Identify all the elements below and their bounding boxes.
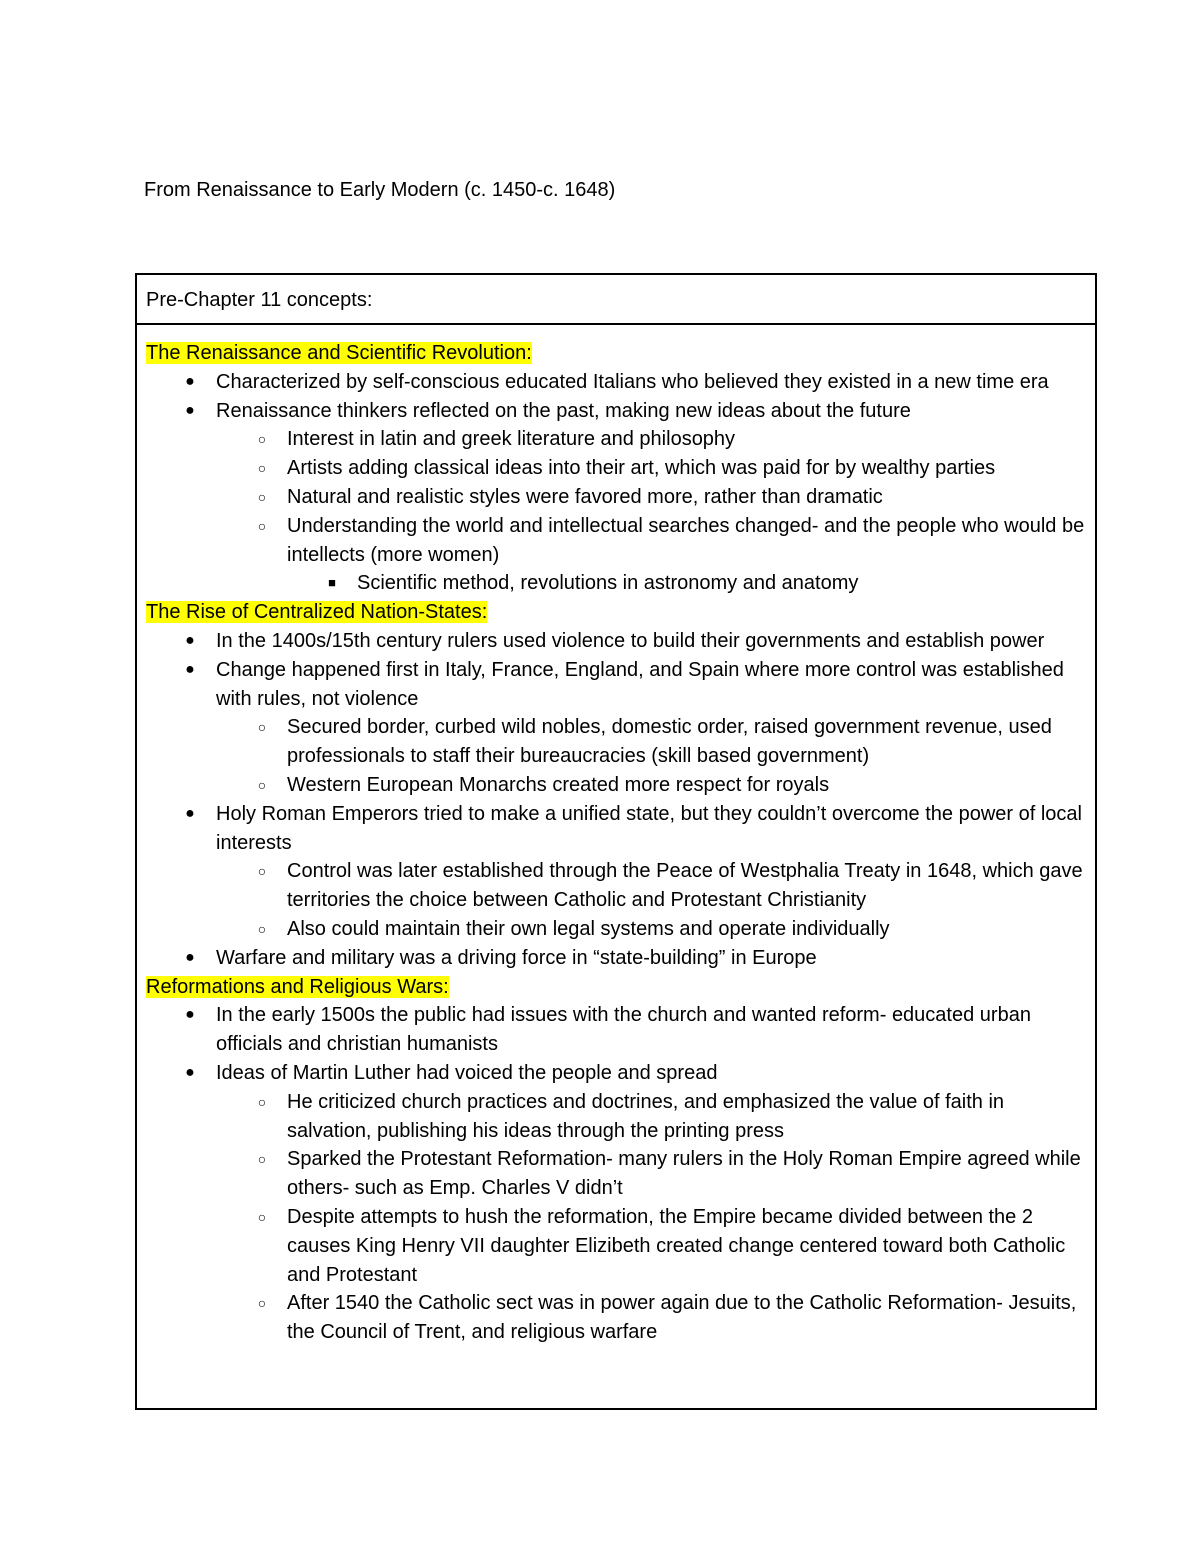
list-item [146, 569, 1095, 598]
list-item [146, 944, 1095, 973]
bullet-disc-icon: ● [185, 372, 195, 390]
list-item-text: Control was later established through the Peace of Westphalia Treaty in 1648, which gave territories the choice between Catholic and Protestant Christianity [287, 860, 1083, 912]
bullet-circle-icon: ○ [257, 1208, 267, 1225]
section-heading [146, 598, 1095, 627]
bullet-circle-icon: ○ [257, 1093, 267, 1110]
list-item-text: In the 1400s/15th century rulers used violence to build their governments and establish power [216, 629, 1045, 652]
list-item-text: Characterized by self-conscious educated Italians who believed they existed in a new time era [216, 370, 1049, 393]
bullet-disc-icon: ● [185, 1006, 195, 1024]
list-item-text: Artists adding classical ideas into their art, which was paid for by wealthy parties [287, 457, 996, 480]
list-item [146, 713, 1095, 771]
list-item [146, 368, 1095, 397]
bullet-circle-icon: ○ [257, 431, 267, 448]
list-item [146, 656, 1095, 714]
list-item-text: Interest in latin and greek literature and philosophy [287, 428, 736, 451]
bullet-circle-icon: ○ [257, 719, 267, 736]
list-item [146, 483, 1095, 512]
list-item [146, 1289, 1095, 1347]
concepts-table [135, 273, 1097, 1410]
bullet-square-icon: ■ [328, 575, 336, 591]
list-item [146, 512, 1095, 570]
highlighted-heading-text: Reformations and Religious Wars: [146, 975, 449, 998]
list-item-text: Natural and realistic styles were favored more, rather than dramatic [287, 485, 883, 508]
bullet-circle-icon: ○ [257, 517, 267, 534]
list-item-text: He criticized church practices and doctrines, and emphasized the value of faith in salvation, publishing his ideas through the printing press [287, 1090, 1005, 1142]
list-item-text: Renaissance thinkers reflected on the past, making new ideas about the future [216, 399, 911, 422]
table-body [137, 325, 1095, 1347]
list-item [146, 397, 1095, 426]
highlighted-heading-text: The Rise of Centralized Nation-States: [146, 601, 488, 624]
bullet-disc-icon: ● [185, 631, 195, 649]
list-item [146, 425, 1095, 454]
list-item [146, 1203, 1095, 1289]
list-item [146, 454, 1095, 483]
bullet-disc-icon: ● [185, 804, 195, 822]
bullet-disc-icon: ● [185, 401, 195, 419]
list-item [146, 857, 1095, 915]
bullet-disc-icon: ● [185, 1063, 195, 1081]
section-heading [146, 973, 1095, 1002]
list-item-text: Despite attempts to hush the reformation, the Empire became divided between the 2 causes King Henry VII daughter Elizibeth created change centered toward both Catholic and Protestant [287, 1205, 1066, 1286]
list-item-text: Also could maintain their own legal systems and operate individually [287, 917, 890, 940]
bullet-circle-icon: ○ [257, 920, 267, 937]
list-item-text: After 1540 the Catholic sect was in power again due to the Catholic Reformation- Jesuits, the Council of Trent, and religious warfare [287, 1292, 1077, 1344]
list-item-text: Change happened first in Italy, France, England, and Spain where more control was established with rules, not violence [216, 658, 1064, 710]
document-title: From Renaissance to Early Modern (c. 1450-c. 1648) [144, 179, 616, 201]
list-item [146, 771, 1095, 800]
bullet-circle-icon: ○ [257, 488, 267, 505]
bullet-circle-icon: ○ [257, 460, 267, 477]
list-item-text: Warfare and military was a driving force in “state-building” in Europe [216, 946, 817, 969]
bullet-circle-icon: ○ [257, 1151, 267, 1168]
list-item-text: Secured border, curbed wild nobles, domestic order, raised government revenue, used professionals to staff their bureaucracies (skill based government) [287, 716, 1052, 768]
list-item-text: Ideas of Martin Luther had voiced the people and spread [216, 1061, 718, 1084]
bullet-disc-icon: ● [185, 948, 195, 966]
list-item [146, 1088, 1095, 1146]
list-item [146, 1145, 1095, 1203]
table-header: Pre-Chapter 11 concepts: [137, 275, 1095, 325]
list-item [146, 800, 1095, 858]
list-item [146, 1001, 1095, 1059]
highlighted-heading-text: The Renaissance and Scientific Revolution: [146, 342, 532, 364]
list-item [146, 915, 1095, 944]
section-heading [146, 339, 1095, 368]
list-item-text: Scientific method, revolutions in astronomy and anatomy [357, 572, 859, 595]
list-item-text: Understanding the world and intellectual searches changed- and the people who would be intellects (more women) [287, 514, 1085, 566]
list-item-text: Sparked the Protestant Reformation- many rulers in the Holy Roman Empire agreed while others- such as Emp. Charles V didn’t [287, 1148, 1081, 1200]
list-item-text: Holy Roman Emperors tried to make a unified state, but they couldn’t overcome the power of local interests [216, 802, 1082, 854]
list-item [146, 627, 1095, 656]
list-item-text: Western European Monarchs created more respect for royals [287, 773, 830, 796]
bullet-circle-icon: ○ [257, 863, 267, 880]
list-item-text: In the early 1500s the public had issues with the church and wanted reform- educated urban officials and christian humanists [216, 1004, 1031, 1056]
bullet-circle-icon: ○ [257, 1295, 267, 1312]
bullet-circle-icon: ○ [257, 776, 267, 793]
bullet-disc-icon: ● [185, 660, 195, 678]
list-item [146, 1059, 1095, 1088]
